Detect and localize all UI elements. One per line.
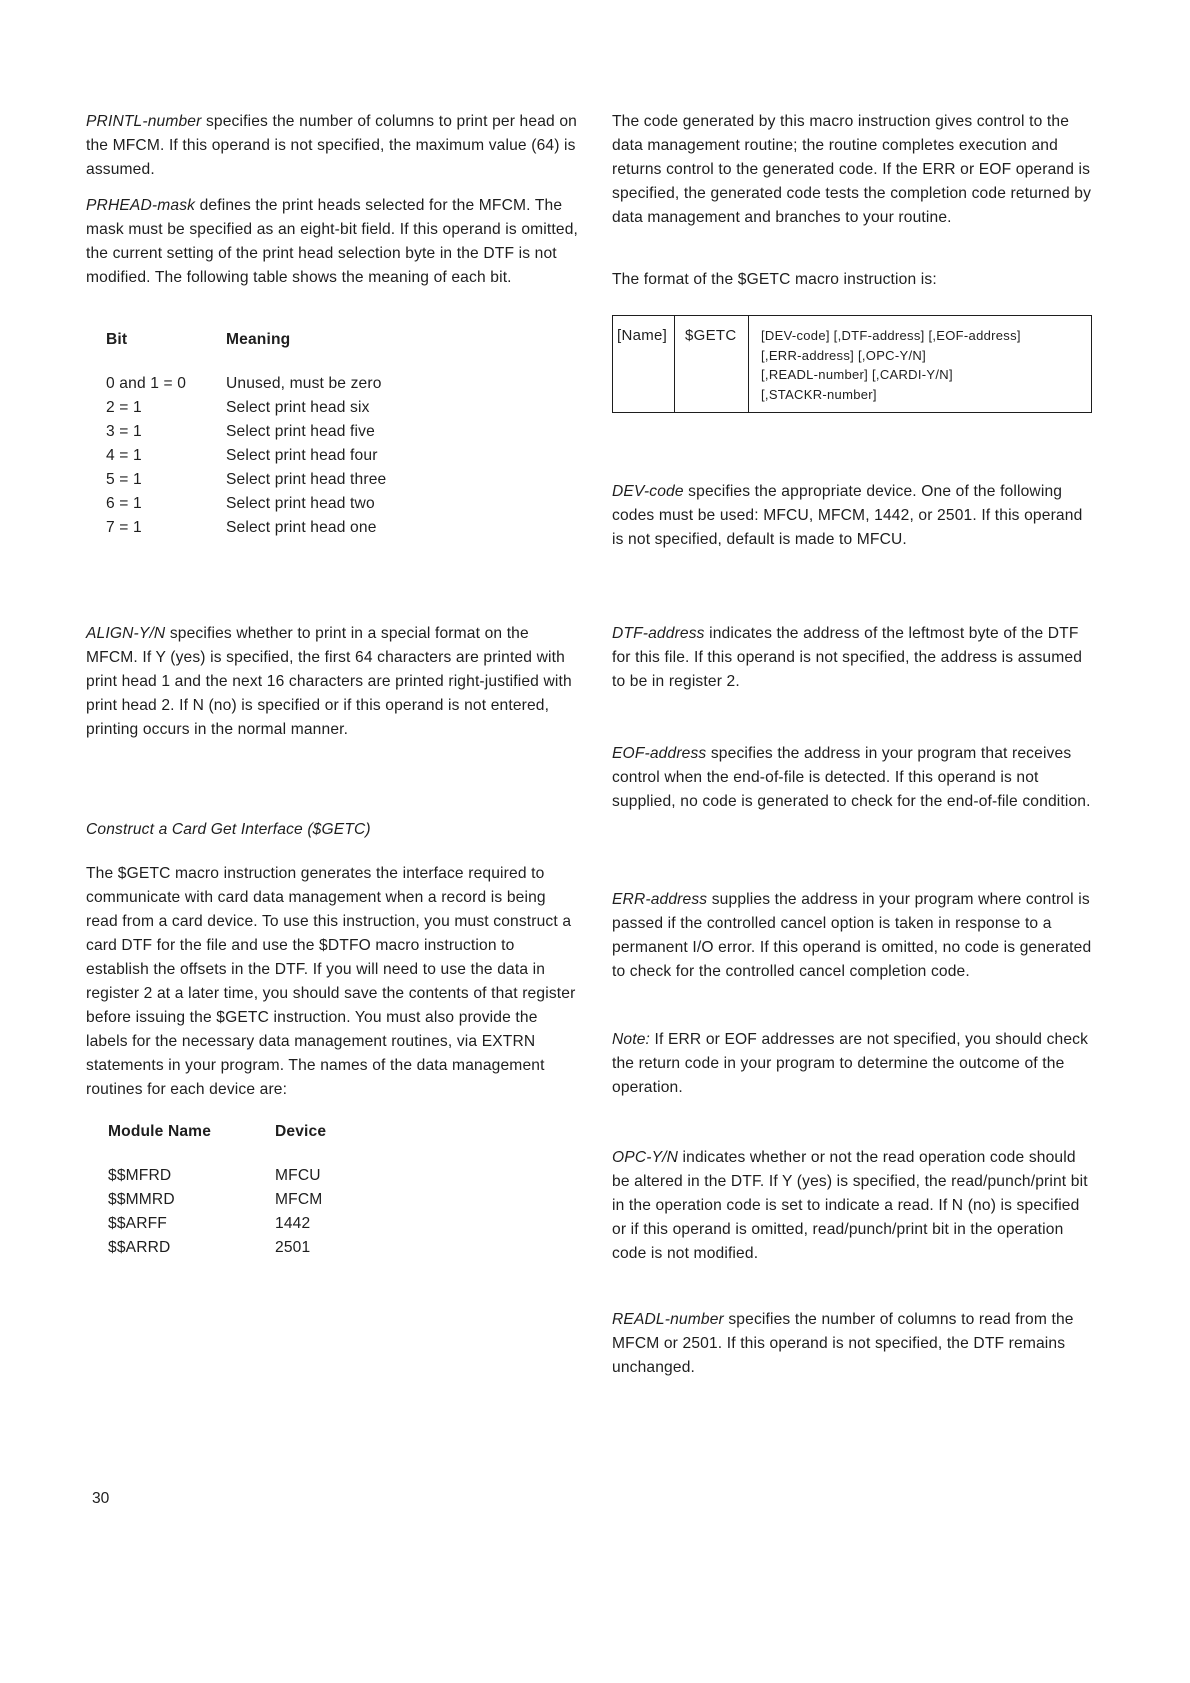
getc-intro-paragraph: The $GETC macro instruction generates the interface required to communicate with card data management when a record is being read from a card device. To use this instruction, you must construct a card DTF for the file and use the $DTFO macro instruction to establish the offsets in the DTF. If you will need to use the data in register 2 at a later time, you should save the contents of that register before issuing the $GETC instruction. You must also provide the labels for the necessary data management routines, via EXTRN statements in your program. The names of the data management routines for each device are: — [86, 865, 576, 1098]
opc-term: OPC-Y/N — [612, 1149, 679, 1166]
eof-term: EOF-address — [612, 745, 707, 762]
readl-text: specifies the number of columns to read from the MFCM or 2501. If this operand is not specified, the DTF remains unchanged. — [612, 1311, 1074, 1376]
module-cell: $$ARRD — [108, 1239, 171, 1256]
section-heading: Construct a Card Get Interface ($GETC) — [86, 821, 371, 838]
meaning-cell: Unused, must be zero — [226, 375, 382, 392]
format-line: [,ERR-address] [,OPC-Y/N] — [761, 347, 926, 363]
meaning-header: Meaning — [226, 331, 291, 348]
dtf-term: DTF-address — [612, 625, 705, 642]
bit-cell: 7 = 1 — [106, 519, 142, 536]
dev-term: DEV-code — [612, 483, 684, 500]
format-op: $GETC — [685, 327, 737, 344]
bit-header: Bit — [106, 331, 128, 348]
device-cell: 1442 — [275, 1215, 311, 1232]
code-gen-paragraph: The code generated by this macro instruction gives control to the data management routine; the routine completes execution and returns control to the generated code. If the ERR or EOF operand is specified, the generated code tests the completion code returned by data management and branches to your routine. — [612, 113, 1092, 226]
meaning-cell: Select print head two — [226, 495, 375, 512]
dtf-paragraph — [612, 622, 1092, 694]
module-table-header — [108, 1120, 603, 1144]
device-header: Device — [275, 1123, 327, 1140]
table-row — [108, 1236, 603, 1260]
device-cell: MFCM — [275, 1191, 323, 1208]
table-row — [106, 468, 601, 492]
page-number: 30 — [92, 1490, 110, 1507]
table-row — [106, 420, 601, 444]
note-term: Note: — [612, 1031, 651, 1048]
table-row — [106, 444, 601, 468]
meaning-cell: Select print head four — [226, 447, 378, 464]
bit-cell: 0 and 1 = 0 — [106, 375, 187, 392]
readl-term: READL-number — [612, 1311, 724, 1328]
printl-term: PRINTL-number — [86, 113, 202, 130]
table-row — [108, 1164, 603, 1188]
module-cell: $$MFRD — [108, 1167, 172, 1184]
format-name-cell — [613, 316, 675, 412]
module-cell: $$ARFF — [108, 1215, 167, 1232]
table-row — [108, 1188, 603, 1212]
printl-paragraph — [86, 110, 581, 182]
dev-text: specifies the appropriate device. One of the following codes must be used: MFCU, MFCM, 1442, or 2501. If this operand is not specified, default is made to MFCU. — [612, 483, 1083, 548]
format-line: [,READL-number] [,CARDI-Y/N] — [761, 367, 953, 382]
align-paragraph — [86, 622, 581, 742]
dtf-text: indicates the address of the leftmost byte of the DTF for this file. If this operand is not specified, the address is assumed to be in register 2. — [612, 625, 1083, 690]
opc-text: indicates whether or not the read operation code should be altered in the DTF. If Y (yes) is specified, the read/punch/print bit in the operation code is set to indicate a read. If N (no) is specified or if this operand is omitted, read/punch/print bit in the operation code is not modified. — [612, 1149, 1088, 1262]
meaning-cell: Select print head three — [226, 471, 387, 488]
module-cell: $$MMRD — [108, 1191, 175, 1208]
prhead-term: PRHEAD-mask — [86, 197, 196, 214]
bit-cell: 2 = 1 — [106, 399, 142, 416]
format-op-cell — [675, 316, 749, 412]
format-line: [,STACKR-number] — [761, 386, 877, 402]
prhead-paragraph — [86, 194, 581, 290]
bit-cell: 5 = 1 — [106, 471, 142, 488]
bit-table-header — [106, 328, 601, 352]
err-term: ERR-address — [612, 891, 708, 908]
format-name: [Name] — [617, 327, 668, 344]
module-table — [108, 1120, 603, 1260]
format-box — [612, 315, 1092, 413]
table-row — [106, 372, 601, 396]
device-cell: MFCU — [275, 1167, 321, 1184]
note-paragraph — [612, 1028, 1092, 1100]
format-line: [DEV-code] [,DTF-address] [,EOF-address] — [761, 328, 1021, 343]
device-cell: 2501 — [275, 1239, 311, 1256]
align-term: ALIGN-Y/N — [86, 625, 166, 642]
opc-paragraph — [612, 1146, 1092, 1266]
align-text: specifies whether to print in a special format on the MFCM. If Y (yes) is specified, the first 64 characters are printed with print head 1 and the next 16 characters are printed right-justified with print head 2. If N (no) is specified or if this operand is not entered, printing occurs in the normal manner. — [86, 625, 572, 738]
module-name-header: Module Name — [108, 1123, 212, 1140]
eof-paragraph — [612, 742, 1092, 814]
note-text: If ERR or EOF addresses are not specified, you should check the return code in your program to determine the outcome of the operation. — [612, 1031, 1089, 1096]
printl-text: specifies the number of columns to print per head on the MFCM. If this operand is not specified, the maximum value (64) is assumed. — [86, 113, 577, 178]
table-row — [108, 1212, 603, 1236]
prhead-text: defines the print heads selected for the MFCM. The mask must be specified as an eight-bit field. If this operand is omitted, the current setting of the print head selection byte in the DTF is not modified. The following table shows the meaning of each bit. — [86, 197, 578, 286]
meaning-cell: Select print head five — [226, 423, 375, 440]
table-row — [106, 516, 601, 540]
table-row — [106, 492, 601, 516]
format-operands-cell — [749, 316, 1091, 412]
err-paragraph — [612, 888, 1092, 984]
table-row — [106, 396, 601, 420]
format-intro: The format of the $GETC macro instruction is: — [612, 271, 937, 288]
meaning-cell: Select print head six — [226, 399, 370, 416]
bit-cell: 3 = 1 — [106, 423, 142, 440]
bit-table — [106, 328, 601, 540]
bit-cell: 4 = 1 — [106, 447, 142, 464]
meaning-cell: Select print head one — [226, 519, 377, 536]
dev-paragraph — [612, 480, 1092, 552]
err-text: supplies the address in your program where control is passed if the controlled cancel option is taken in response to a permanent I/O error. If this operand is omitted, no code is generated to check for the controlled cancel completion code. — [612, 891, 1092, 980]
readl-paragraph — [612, 1308, 1092, 1380]
bit-cell: 6 = 1 — [106, 495, 142, 512]
eof-text: specifies the address in your program that receives control when the end-of-file is detected. If this operand is not supplied, no code is generated to check for the end-of-file condition. — [612, 745, 1091, 810]
